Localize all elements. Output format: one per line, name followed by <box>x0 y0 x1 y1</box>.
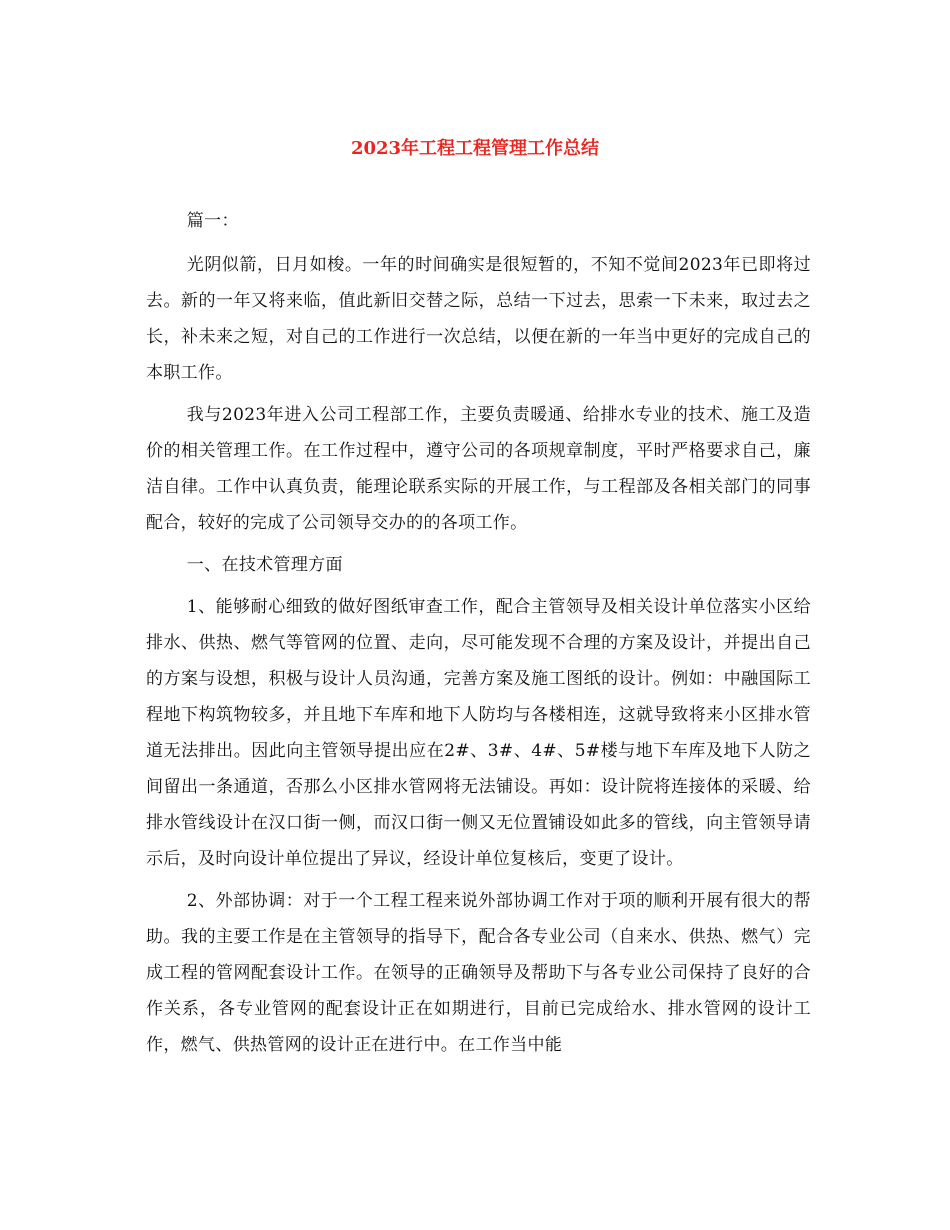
section-heading-technical: 一、在技术管理方面 <box>186 555 343 575</box>
paragraph-role: 我与2023年进入公司工程部工作，主要负责暖通、给排水专业的技术、施工及造价的相关管理工作。在工作过程中，遵守公司的各项规章制度，平时严格要求自己，廉洁自律。工作中认真负责，能理论联系实际的开展工作，与工程部及各相关部门的同事配合，较好的完成了公司领导交办的的各项工作。 <box>146 405 811 533</box>
paragraph-technical-item-2: 2、外部协调：对于一个工程工程来说外部协调工作对于项的顺利开展有很大的帮助。我的主要工作是在主管领导的指导下，配合各专业公司（自来水、供热、燃气）完成工程的管网配套设计工作。在领导的正确领导及帮助下与各专业公司保持了良好的合作关系，各专业管网的配套设计正在如期进行，目前已完成给水、排水管网的设计工作，燃气、供热管网的设计正在进行中。在工作当中能 <box>146 891 811 1055</box>
paragraph-intro: 光阴似箭，日月如梭。一年的时间确实是很短暂的，不知不觉间2023年已即将过去。新的一年又将来临，值此新旧交替之际，总结一下过去，思索一下未来，取过去之长，补未来之短，对自己的工作进行一次总结，以便在新的一年当中更好的完成自己的本职工作。 <box>146 255 811 383</box>
document-body <box>146 206 811 1069</box>
document-title: 2023年工程工程管理工作总结 <box>350 138 600 159</box>
section-heading-part-one: 篇一： <box>186 211 239 231</box>
paragraph-technical-item-1: 1、能够耐心细致的做好图纸审查工作，配合主管领导及相关设计单位落实小区给排水、供热、燃气等管网的位置、走向，尽可能发现不合理的方案及设计，并提出自己的方案与设想，积极与设计人员沟通，完善方案及施工图纸的设计。例如：中融国际工程地下构筑物较多，并且地下车库和地下人防均与各楼相连，这就导致将来小区排水管道无法排出。因此向主管领导提出应在2#、3#、4#、5#楼与地下车库及地下人防之间留出一条通道，否那么小区排水管网将无法铺设。再如：设计院将连接体的采暖、给排水管线设计在汉口街一侧，而汉口街一侧又无位置铺设如此多的管线，向主管领导请示后，及时向设计单位提出了异议，经设计单位复核后，变更了设计。 <box>146 597 811 869</box>
